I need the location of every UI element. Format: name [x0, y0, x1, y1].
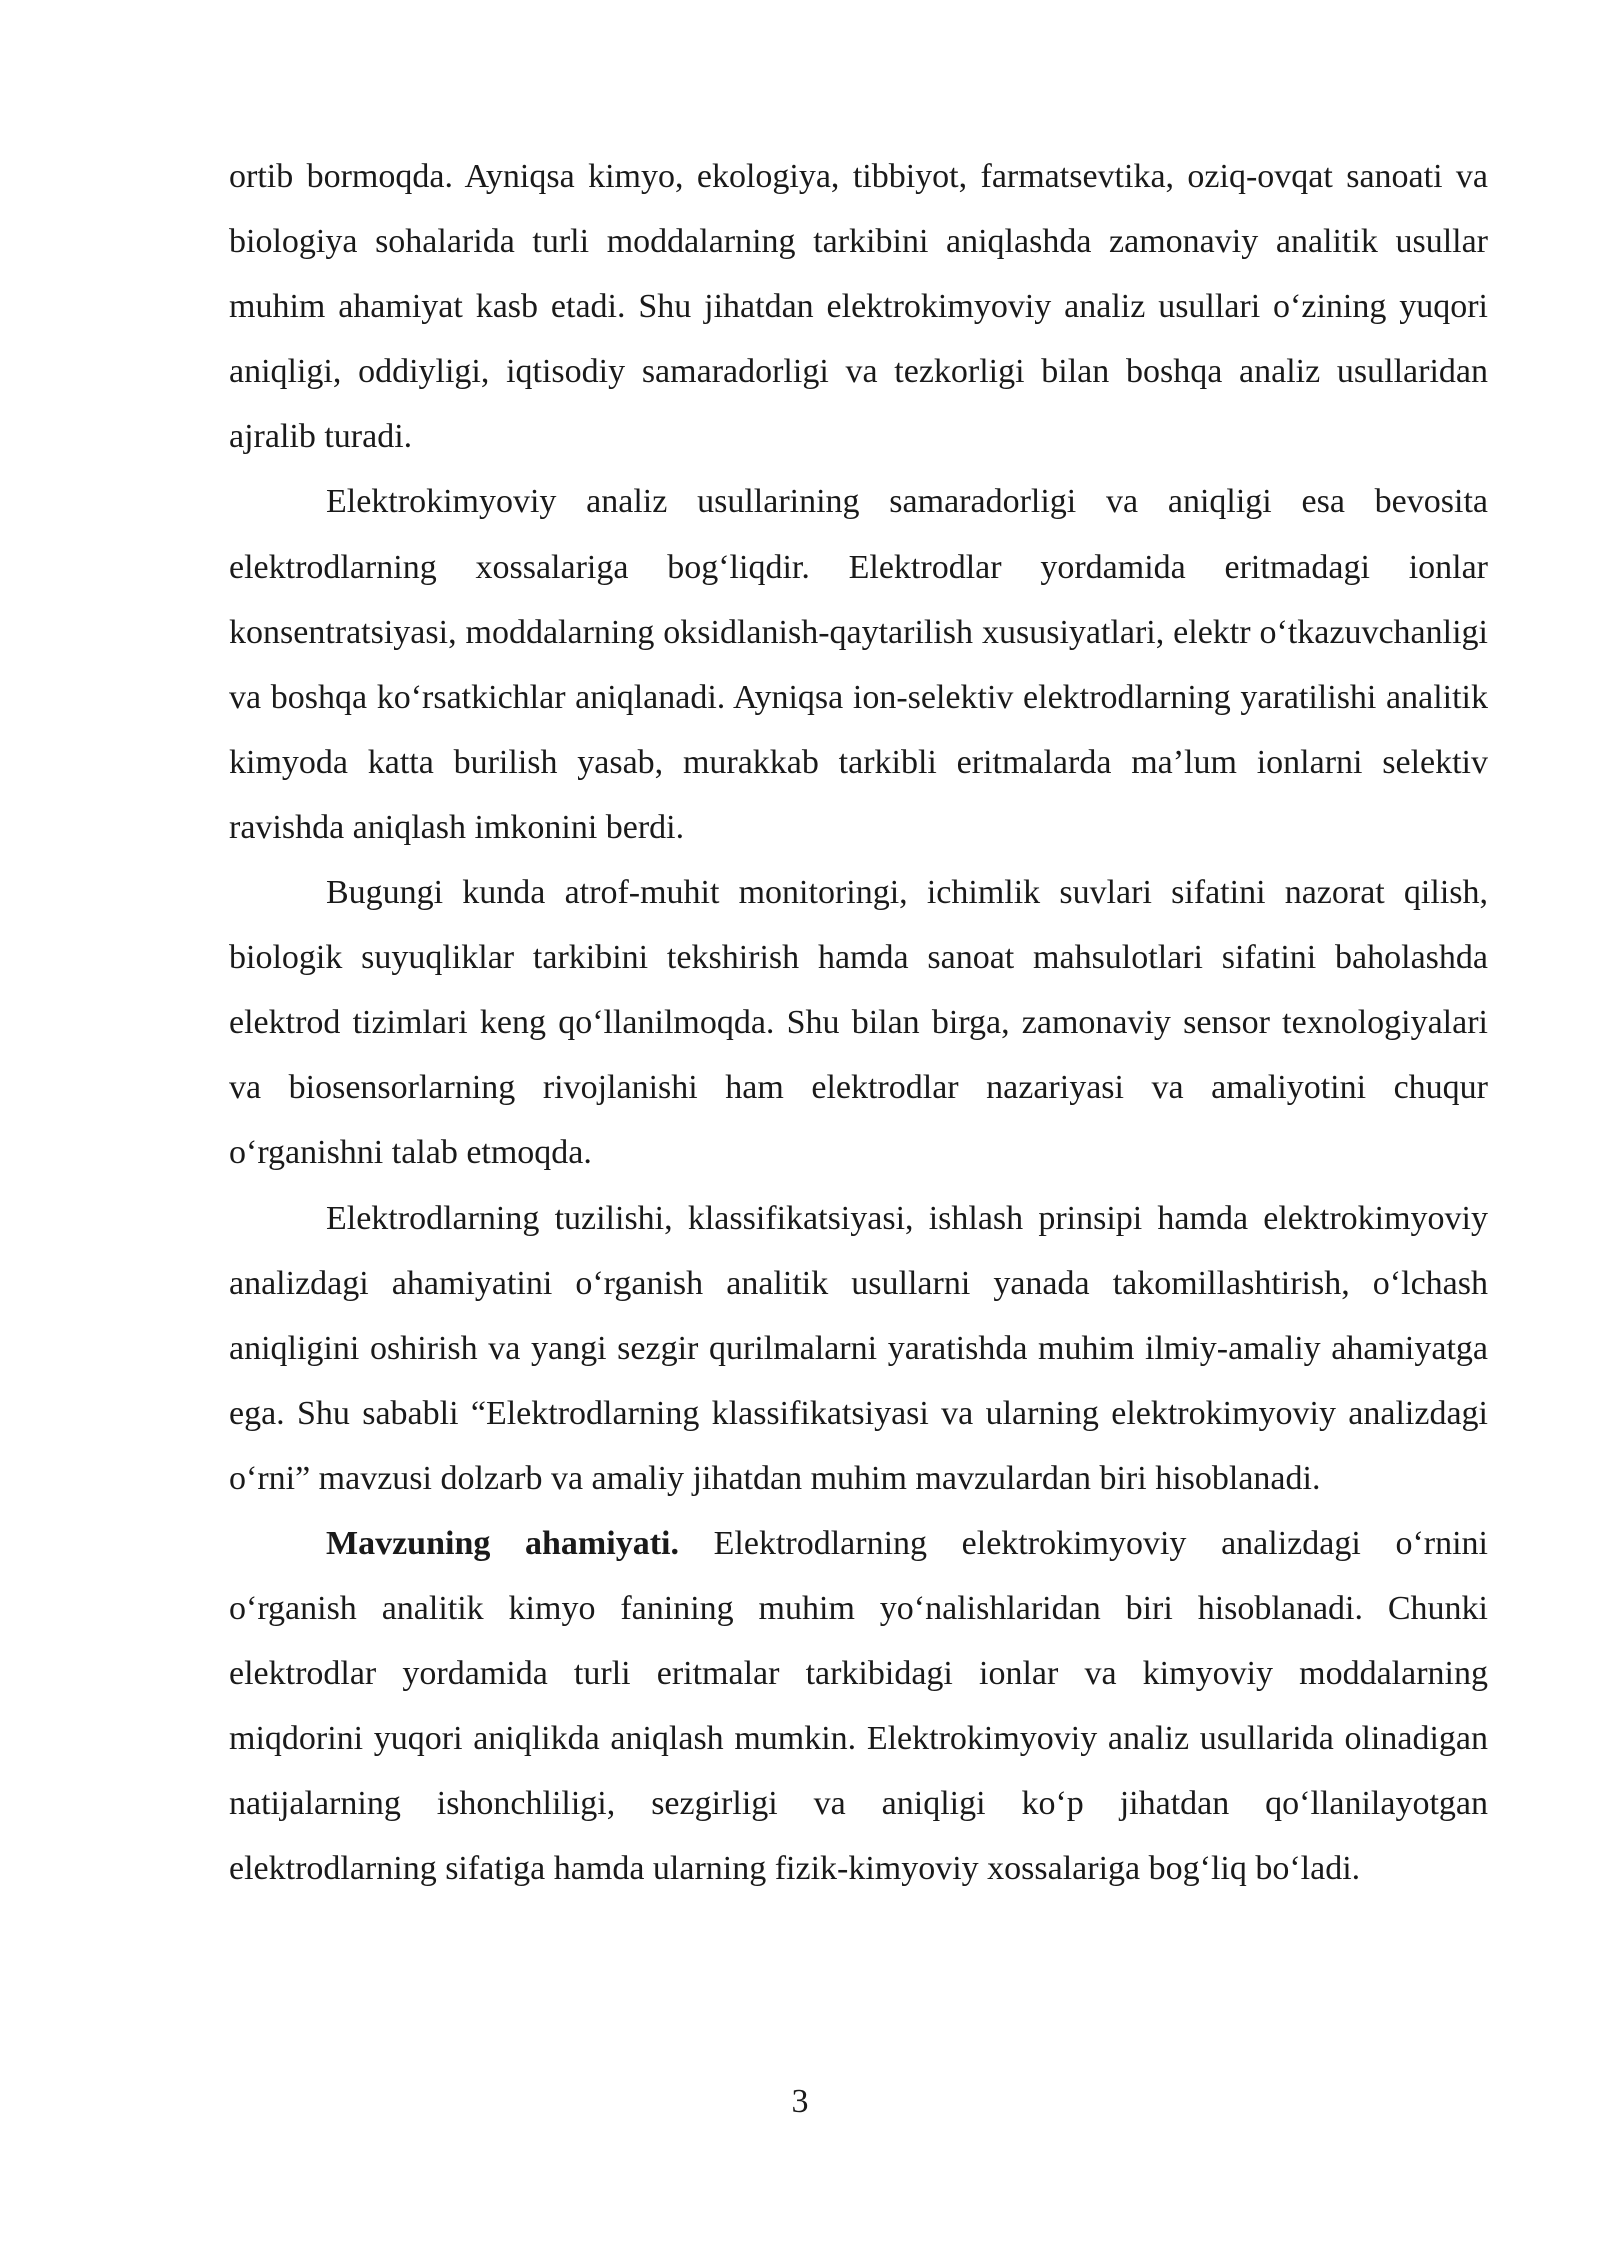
paragraph-text: Elektrodlarning elektrokimyoviy analizdagi o‘rnini o‘rganish analitik kimyo fanining muhim yo‘nalishlaridan biri hisoblanadi. Chunki elektrodlar yordamida turli eritmalar tarkibidagi ionlar va kimyoviy moddalarning miqdorini yuqori aniqlikda aniqlash mumkin. Elektrokimyoviy analiz usullarida olinadigan natijalarning ishonchliligi, sezgirligi va aniqligi ko‘p jihatdan qo‘llanilayotgan elektrodlarning sifatiga hamda ularning fizik-kimyoviy xossalariga bog‘liq bo‘ladi. [229, 1524, 1488, 1888]
paragraph-topic-importance [229, 1511, 1488, 1902]
paragraph-text: Elektrodlarning tuzilishi, klassifikatsiyasi, ishlash prinsipi hamda elektrokimyoviy analizdagi ahamiyatini o‘rganish analitik usullarni yanada takomillashtirish, o‘lchash aniqligini oshirish va yangi sezgir qurilmalarni yaratishda muhim ilmiy-amaliy ahamiyatga ega. Shu sababli “Elektrodlarning klassifikatsiyasi va ularning elektrokimyoviy analizdagi o‘rni” mavzusi dolzarb va amaliy jihatdan muhim mavzulardan biri hisoblanadi. [229, 1199, 1488, 1497]
page-number: 3 [791, 2083, 809, 2120]
paragraph-continuation [229, 144, 1488, 469]
body-text [229, 144, 1488, 1902]
paragraph [229, 860, 1488, 1185]
paragraph-text: Elektrokimyoviy analiz usullarining samaradorligi va aniqligi esa bevosita elektrodlarning xossalariga bog‘liqdir. Elektrodlar yordamida eritmadagi ionlar konsentratsiyasi, moddalarning oksidlanish-qaytarilish xususiyatlari, elektr o‘tkazuvchanligi va boshqa ko‘rsatkichlar aniqlanadi. Ayniqsa ion-selektiv elektrodlarning yaratilishi analitik kimyoda katta burilish yasab, murakkab tarkibli eritmalarda ma’lum ionlarni selektiv ravishda aniqlash imkonini berdi. [229, 483, 1488, 846]
paragraph-text: ortib bormoqda. Ayniqsa kimyo, ekologiya, tibbiyot, farmatsevtika, oziq-ovqat sanoati va biologiya sohalarida turli moddalarning tarkibini aniqlashda zamonaviy analitik usullar muhim ahamiyat kasb etadi. Shu jihatdan elektrokimyoviy analiz usullari o‘zining yuqori aniqligi, oddiyligi, iqtisodiy samaradorligi va tezkorligi bilan boshqa analiz usullaridan ajralib turadi. [229, 158, 1488, 456]
paragraph-text: Bugungi kunda atrof-muhit monitoringi, ichimlik suvlari sifatini nazorat qilish, biologik suyuqliklar tarkibini tekshirish hamda sanoat mahsulotlari sifatini baholashda elektrod tizimlari keng qo‘llanilmoqda. Shu bilan birga, zamonaviy sensor texnologiyalari va biosensorlarning rivojlanishi ham elektrodlar nazariyasi va amaliyotini chuqur o‘rganishni talab etmoqda. [229, 874, 1488, 1172]
section-lead-heading: Mavzuning ahamiyati. [326, 1524, 679, 1562]
paragraph [229, 1186, 1488, 1511]
paragraph [229, 469, 1488, 860]
